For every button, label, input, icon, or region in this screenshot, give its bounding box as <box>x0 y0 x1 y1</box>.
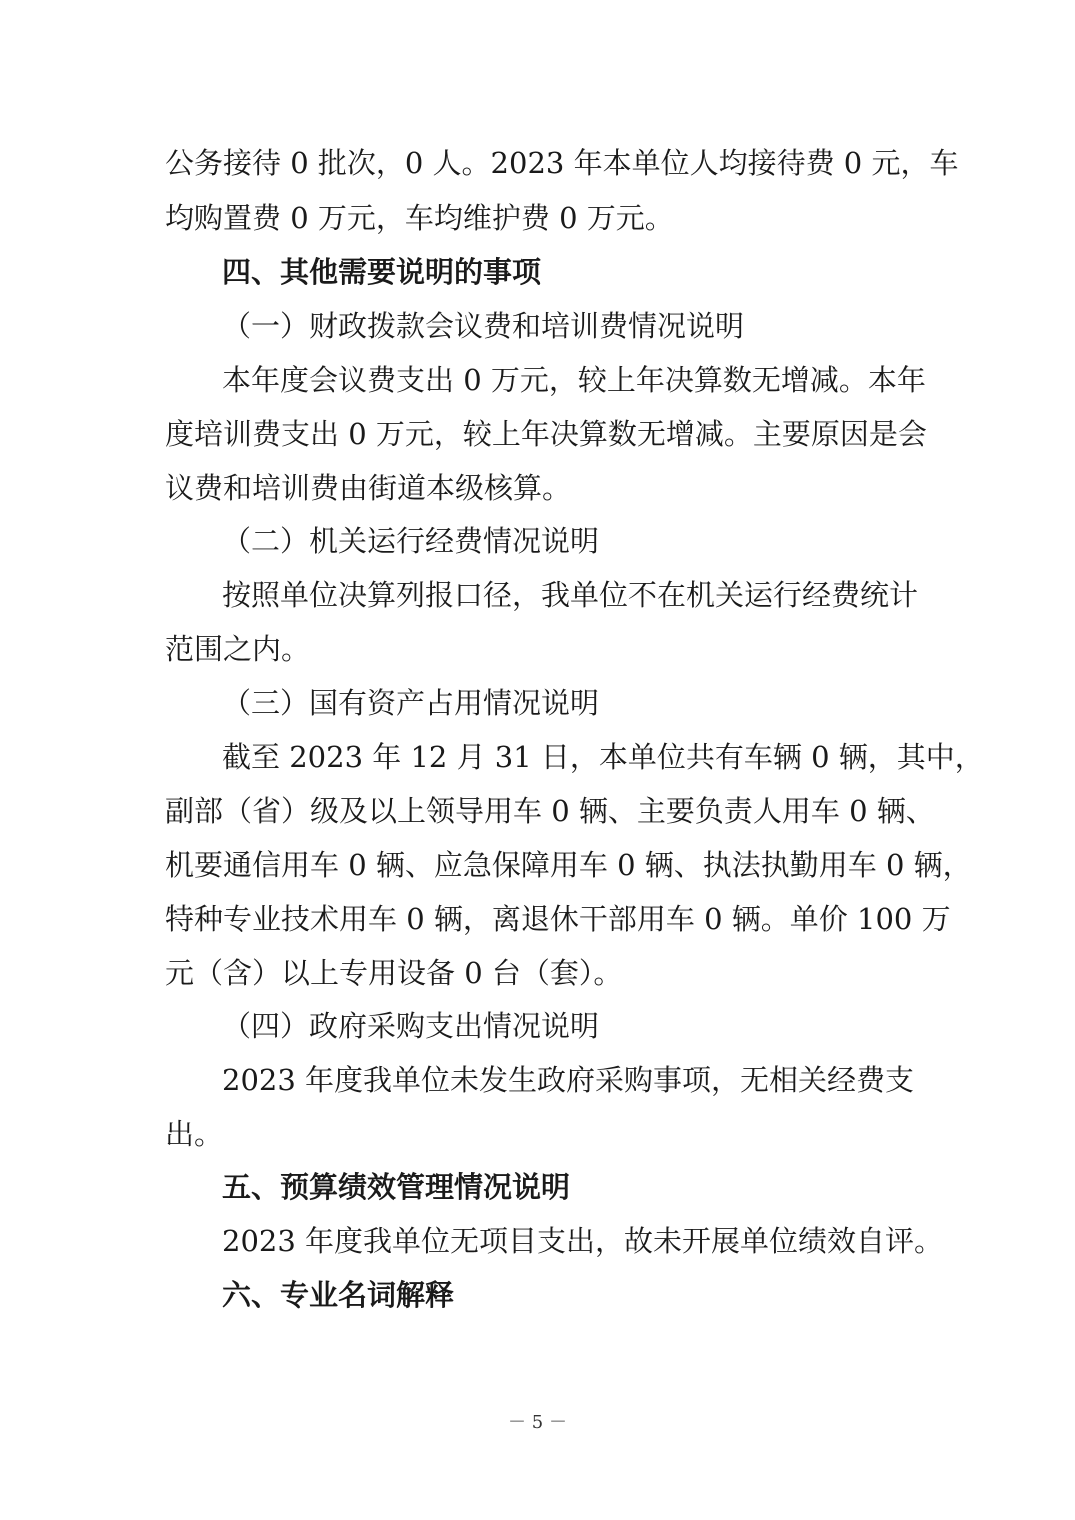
para-reception-line-2: 均购置费 0 万元，车均维护费 0 万元。 <box>165 201 674 235</box>
para-reception-line-1: 公务接待 0 批次，0 人。2023 年本单位人均接待费 0 元，车 <box>165 146 959 180</box>
para-operation-line-1: 按照单位决算列报口径，我单位不在机关运行经费统计 <box>222 578 919 612</box>
para-meeting-line-2: 度培训费支出 0 万元，较上年决算数无增减。主要原因是会 <box>165 417 927 451</box>
para-performance: 2023 年度我单位无项目支出，故未开展单位绩效自评。 <box>222 1224 944 1258</box>
subheading-2: （二）机关运行经费情况说明 <box>222 524 600 558</box>
para-assets-line-1: 截至 2023 年 12 月 31 日，本单位共有车辆 0 辆，其中， <box>222 740 984 774</box>
subheading-3: （三）国有资产占用情况说明 <box>222 686 600 720</box>
para-assets-line-4: 特种专业技术用车 0 辆，离退休干部用车 0 辆。单价 100 万 <box>165 902 951 936</box>
para-procurement-line-2: 出。 <box>165 1117 224 1151</box>
subheading-1: （一）财政拨款会议费和培训费情况说明 <box>222 309 745 343</box>
para-assets-line-5: 元（含）以上专用设备 0 台（套）。 <box>165 956 623 990</box>
para-procurement-line-1: 2023 年度我单位未发生政府采购事项，无相关经费支 <box>222 1063 915 1097</box>
para-assets-line-3: 机要通信用车 0 辆、应急保障用车 0 辆、执法执勤用车 0 辆， <box>165 848 972 882</box>
para-assets-line-2: 副部（省）级及以上领导用车 0 辆、主要负责人用车 0 辆、 <box>165 794 935 828</box>
section-heading-5: 五、预算绩效管理情况说明 <box>222 1170 571 1204</box>
para-operation-line-2: 范围之内。 <box>165 632 311 666</box>
subheading-4: （四）政府采购支出情况说明 <box>222 1009 600 1043</box>
section-heading-6: 六、专业名词解释 <box>222 1278 455 1312</box>
page-number: － 5 － <box>508 1412 567 1433</box>
para-meeting-line-1: 本年度会议费支出 0 万元，较上年决算数无增减。本年 <box>222 363 926 397</box>
section-heading-4: 四、其他需要说明的事项 <box>222 255 542 289</box>
para-meeting-line-3: 议费和培训费由街道本级核算。 <box>165 471 572 505</box>
